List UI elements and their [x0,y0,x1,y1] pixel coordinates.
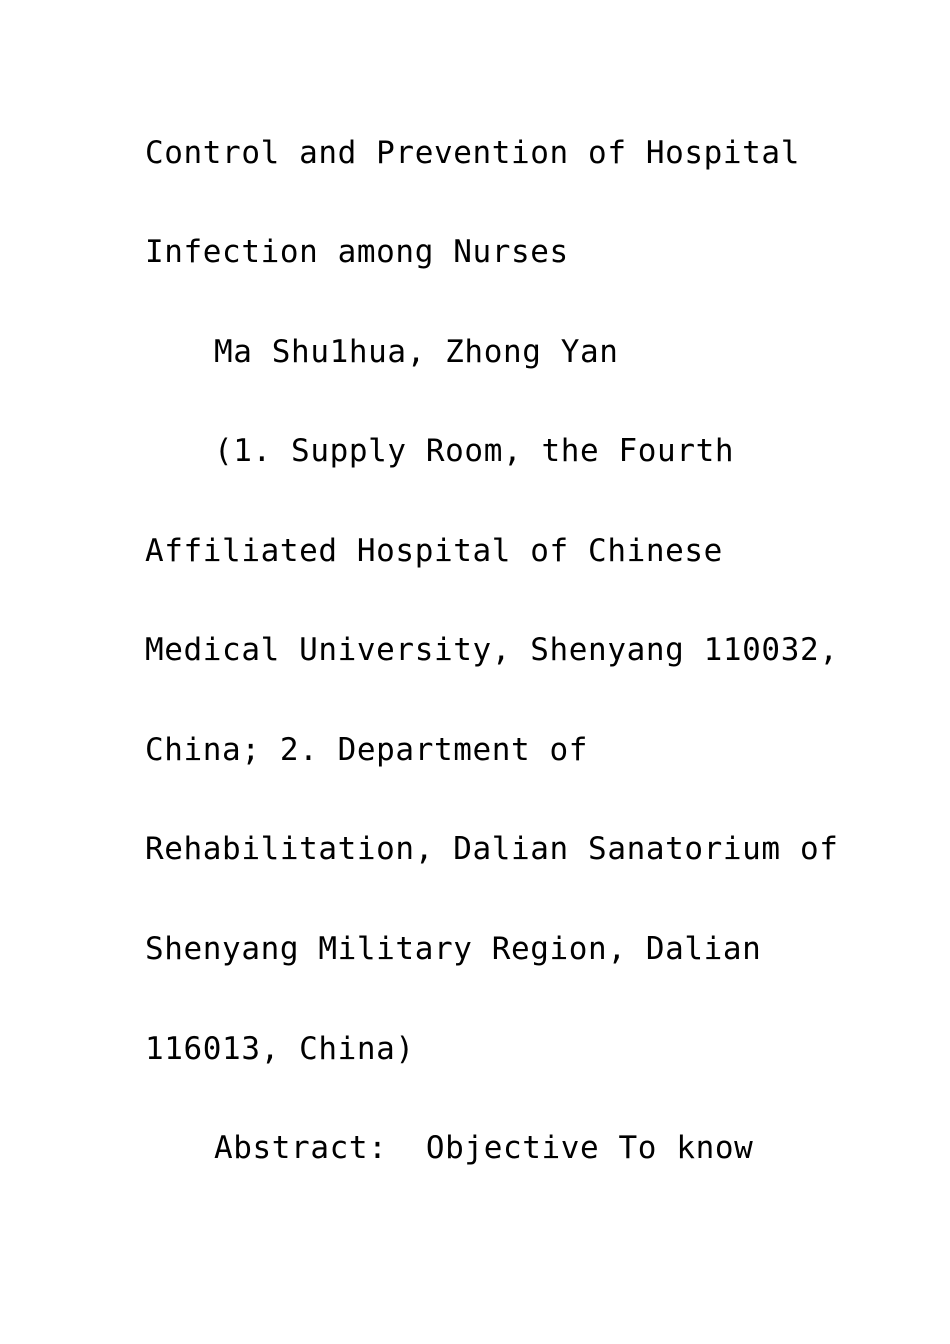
authors-line: Ma Shu1hua, Zhong Yan [214,334,619,370]
affiliation-line-4: China; 2. Department of [145,732,589,768]
affiliation-line-2: Affiliated Hospital of Chinese [145,533,723,569]
abstract-line: Abstract: Objective To know [214,1130,754,1166]
title-line-1: Control and Prevention of Hospital [145,135,800,171]
affiliation-line-6: Shenyang Military Region, Dalian [145,931,762,967]
title-line-2: Infection among Nurses [145,234,569,270]
affiliation-line-7: 116013, China) [145,1031,415,1067]
affiliation-line-5: Rehabilitation, Dalian Sanatorium of [145,831,839,867]
affiliation-line-3: Medical University, Shenyang 110032, [145,632,839,668]
affiliation-line-1: (1. Supply Room, the Fourth [214,433,735,469]
